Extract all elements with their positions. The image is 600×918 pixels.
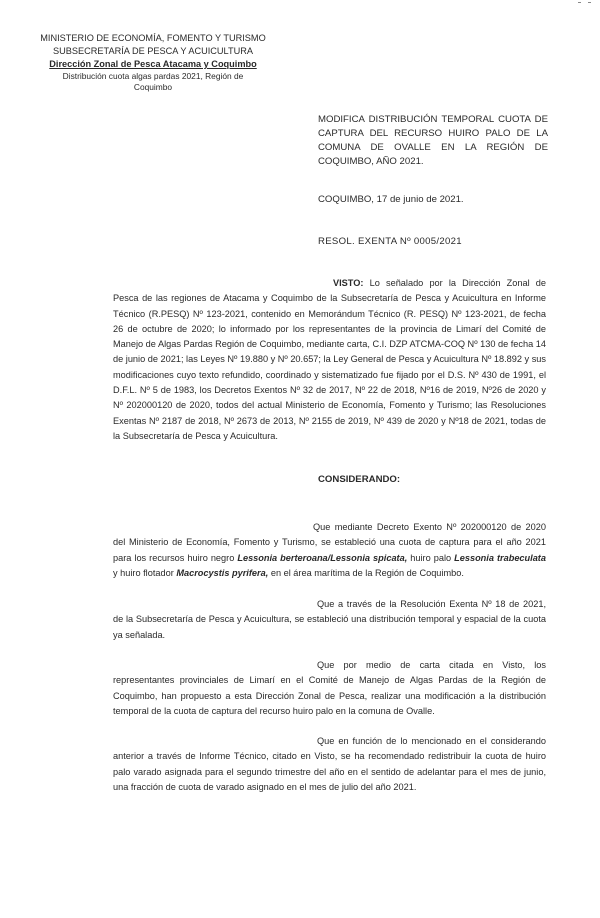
considerando-1 <box>113 520 546 581</box>
c1-text3: y huiro flotador <box>113 567 174 578</box>
c1-text2: huiro palo <box>410 552 452 563</box>
place-and-date: COQUIMBO, 17 de junio de 2021. <box>318 194 464 205</box>
considerando-4 <box>113 734 546 795</box>
c2-lead: Que a través de la Resolución Exenta Nº 18 de 2021, <box>317 599 546 609</box>
zonal-directorate-name: Dirección Zonal de Pesca Atacama y Coquimbo <box>49 59 257 69</box>
c1-species-macrocystis: Macrocystis pyrifera, <box>176 567 269 578</box>
c4-lead: Que en función de lo mencionado en el <box>317 736 487 746</box>
letterhead <box>38 32 268 93</box>
considerando-2 <box>113 597 546 643</box>
considerando-heading: CONSIDERANDO: <box>318 474 401 485</box>
c1-species-lessonia-trabeculata: Lessonia trabeculata <box>454 552 546 563</box>
scan-artifact-dot <box>578 2 581 3</box>
considerando-3 <box>113 658 546 719</box>
visto-text: Lo señalado por la Dirección Zonal de Pesca de las regiones de Atacama y Coquimbo de la Subsecretaría de Pesca y Acuicultura en Informe Técnico (R.PESQ) Nº 123-2021, contenido en Memorándum Técnico (R. PESQ) Nº 123-2021, de fecha 26 de octubre de 2020; lo informado por los representantes de la provincia de Limarí del Comité de Manejo de Algas Pardas Región de Coquimbo, mediante carta, C.I. DZP ATCMA-COQ Nº 130 de fecha 14 de junio de 2021; las Leyes Nº 19.880 y Nº 20.657; la Ley General de Pesca y Acuicultura Nº 18.892 y sus modificaciones cuyo texto refundido, coordinado y sistematizado fue fijado por el D.S. Nº 430 de 1991, el D.F.L. Nº 5 de 1983, los Decretos Exentos Nº 32 de 2017, Nº 22 de 2018, Nº16 de 2019, Nº26 de 2020 y Nº 202000120 de 2020, todos del actual Ministerio de Economía, Fomento y Turismo; las Resoluciones Exentas Nº 2187 de 2018, Nº 2673 de 2013, Nº 2155 de 2019, Nº 439 de 2020 y Nº18 de 2021, todas de la Subsecretaría de Pesca y Acuicultura. <box>113 278 547 441</box>
resolution-number: RESOL. EXENTA Nº 0005/2021 <box>318 236 462 247</box>
visto-label: VISTO: <box>333 278 364 288</box>
c3-text: representantes provinciales de Limarí en el Comité de Manejo de Algas Pardas de la Región de Coquimbo, han propuesto a esta Dirección Zonal de Pesca, realizar una modificación a la distribución temporal de la cuota de captura del recurso huiro palo en la comuna de Ovalle. <box>113 675 546 716</box>
visto-paragraph <box>113 276 546 444</box>
c1-text4: en el área marítima de la Región de Coquimbo. <box>270 567 464 578</box>
c1-lead: Que mediante Decreto Exento Nº 202000120 de <box>313 522 522 532</box>
resolution-subject: MODIFICA DISTRIBUCIÓN TEMPORAL CUOTA DE CAPTURA DEL RECURSO HUIRO PALO DE LA COMUNA DE OVALLE EN LA REGIÓN DE COQUIMBO, AÑO 2021. <box>318 114 548 167</box>
ministry-name: MINISTERIO DE ECONOMÍA, FOMENTO Y TURISMO <box>40 33 266 43</box>
document-reference-cont: Coquimbo <box>133 82 173 92</box>
c2-text: de la Subsecretaría de Pesca y Acuicultura, se estableció una distribución temporal y espacial de la cuota ya señalada. <box>113 614 546 640</box>
undersecretariat-name: SUBSECRETARÍA DE PESCA Y ACUICULTURA <box>53 46 253 56</box>
document-reference: Distribución cuota algas pardas 2021, Región de <box>62 71 244 81</box>
c1-text1: 2020 del Ministerio de Economía, Fomento y Turismo, se estableció una cuota de captura para el año 2021 para los recursos huiro negro <box>113 522 546 563</box>
c3-lead: Que por medio de carta citada en Visto, los <box>317 660 546 670</box>
c4-text: considerando anterior a través de Informe Técnico, citado en Visto, se ha recomendado redistribuir la cuota de huiro palo varado asignada para el segundo trimestre del año en el sentido de adelantar para el mes de junio, una fracción de cuota de varado asignado en el mes de julio del año 2021. <box>113 736 546 792</box>
c1-species-lessonia-berteroana: Lessonia berteroana/Lessonia spicata, <box>237 552 408 563</box>
scan-artifact-dot <box>588 2 591 3</box>
